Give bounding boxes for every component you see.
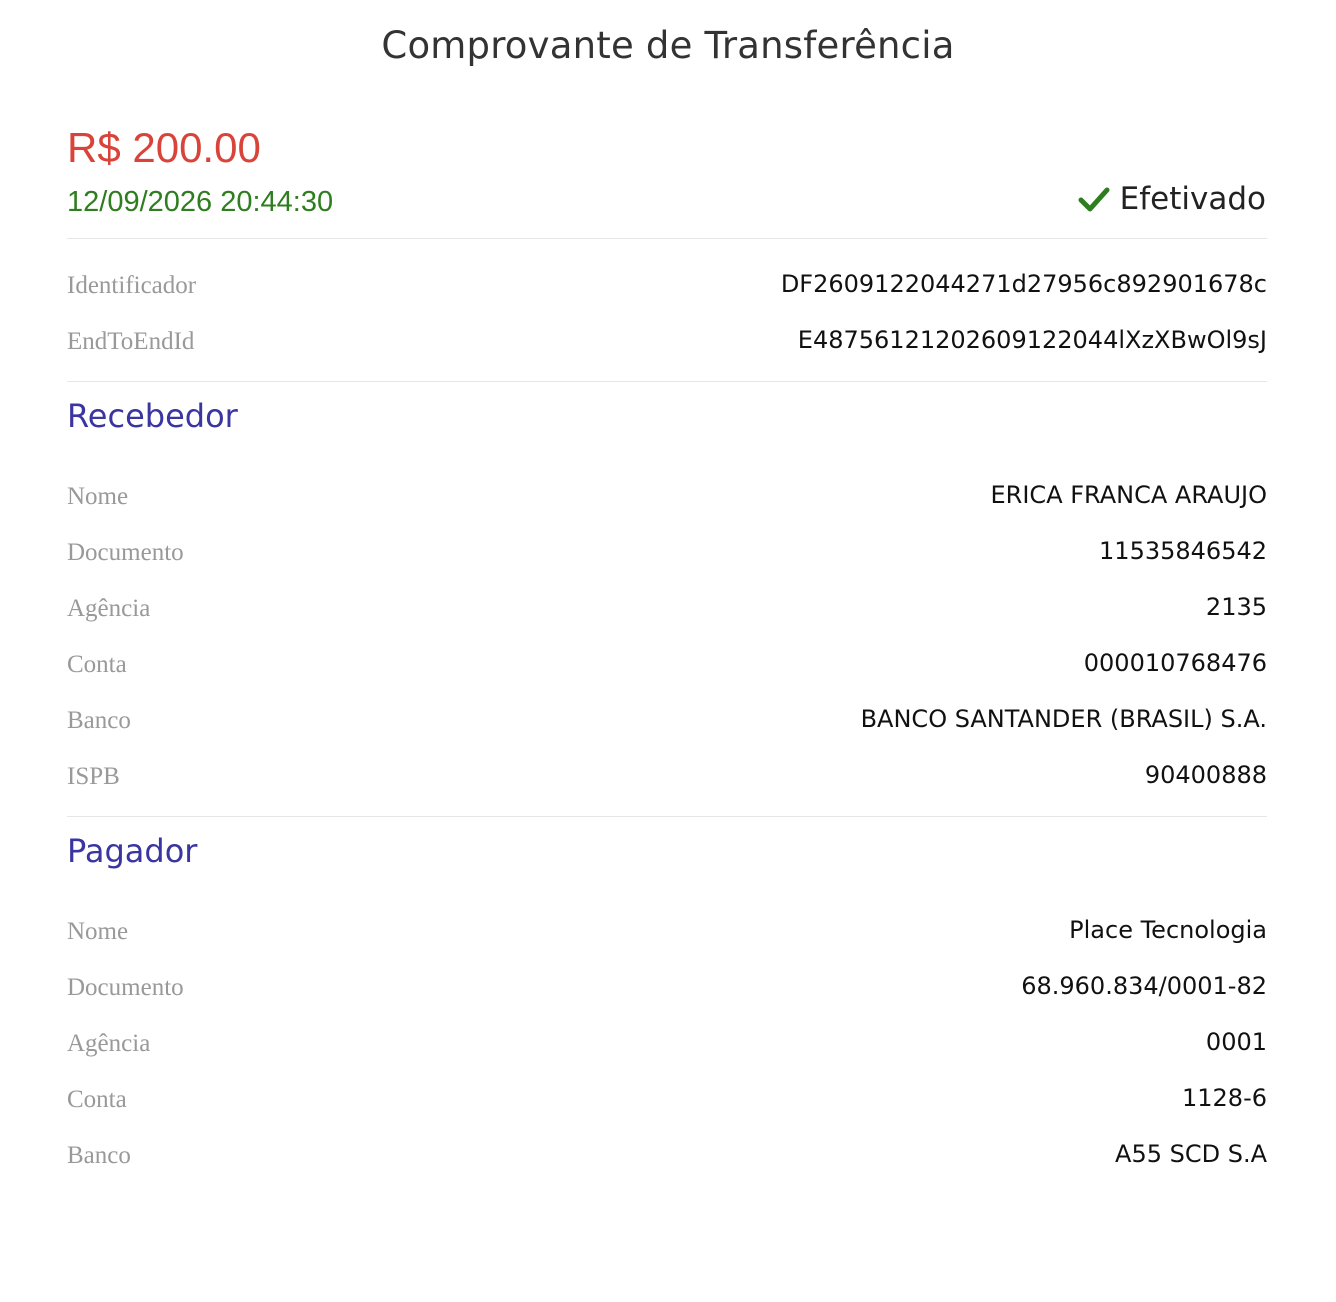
field-label: Identificador [67,272,197,299]
pagador-documento-row [67,962,1267,1002]
field-value: A55 SCD S.A [1115,1140,1267,1168]
field-label: EndToEndId [67,328,195,355]
field-value: 000010768476 [1083,649,1267,677]
recebedor-conta-row [67,639,1267,679]
status-label: Efetivado [1119,181,1266,217]
checkmark-icon [1078,185,1110,213]
divider [67,238,1267,239]
field-value: 1128-6 [1181,1084,1267,1112]
endtoendid-row [67,316,1267,356]
field-value: 0001 [1205,1028,1267,1056]
field-value: 11535846542 [1099,537,1267,565]
field-label: Agência [67,595,151,622]
field-value: BANCO SANTANDER (BRASIL) S.A. [860,705,1267,733]
field-value: E48756121202609122044lXzXBwOl9sJ [797,326,1267,354]
section-title-recebedor: Recebedor [67,397,238,435]
field-value: Place Tecnologia [1069,916,1267,944]
page-title: Comprovante de Transferência [381,24,955,67]
field-label: Conta [67,651,127,678]
field-label: Nome [67,918,129,945]
field-value: 90400888 [1144,761,1267,789]
field-value: DF2609122044271d27956c892901678c [780,270,1267,298]
recebedor-banco-row [67,695,1267,735]
field-value: ERICA FRANCA ARAUJO [990,481,1267,509]
section-title-pagador: Pagador [67,832,198,870]
recebedor-documento-row [67,527,1267,567]
recebedor-ispb-row [67,751,1267,791]
field-value: 68.960.834/0001-82 [1021,972,1267,1000]
transfer-amount: R$ 200.00 [67,124,261,171]
divider [67,381,1267,382]
field-label: Documento [67,974,184,1001]
field-label: ISPB [67,763,120,790]
recebedor-agencia-row [67,583,1267,623]
field-label: Banco [67,707,131,734]
pagador-conta-row [67,1074,1267,1114]
field-value: 2135 [1205,593,1267,621]
recebedor-nome-row [67,471,1267,511]
pagador-agencia-row [67,1018,1267,1058]
identificador-row [67,260,1267,300]
field-label: Documento [67,539,184,566]
divider [67,816,1267,817]
field-label: Banco [67,1142,131,1169]
pagador-banco-row [67,1130,1267,1170]
field-label: Nome [67,483,129,510]
transfer-datetime: 12/09/2026 20:44:30 [67,186,334,218]
status-badge [1078,179,1266,219]
field-label: Agência [67,1030,151,1057]
pagador-nome-row [67,906,1267,946]
field-label: Conta [67,1086,127,1113]
